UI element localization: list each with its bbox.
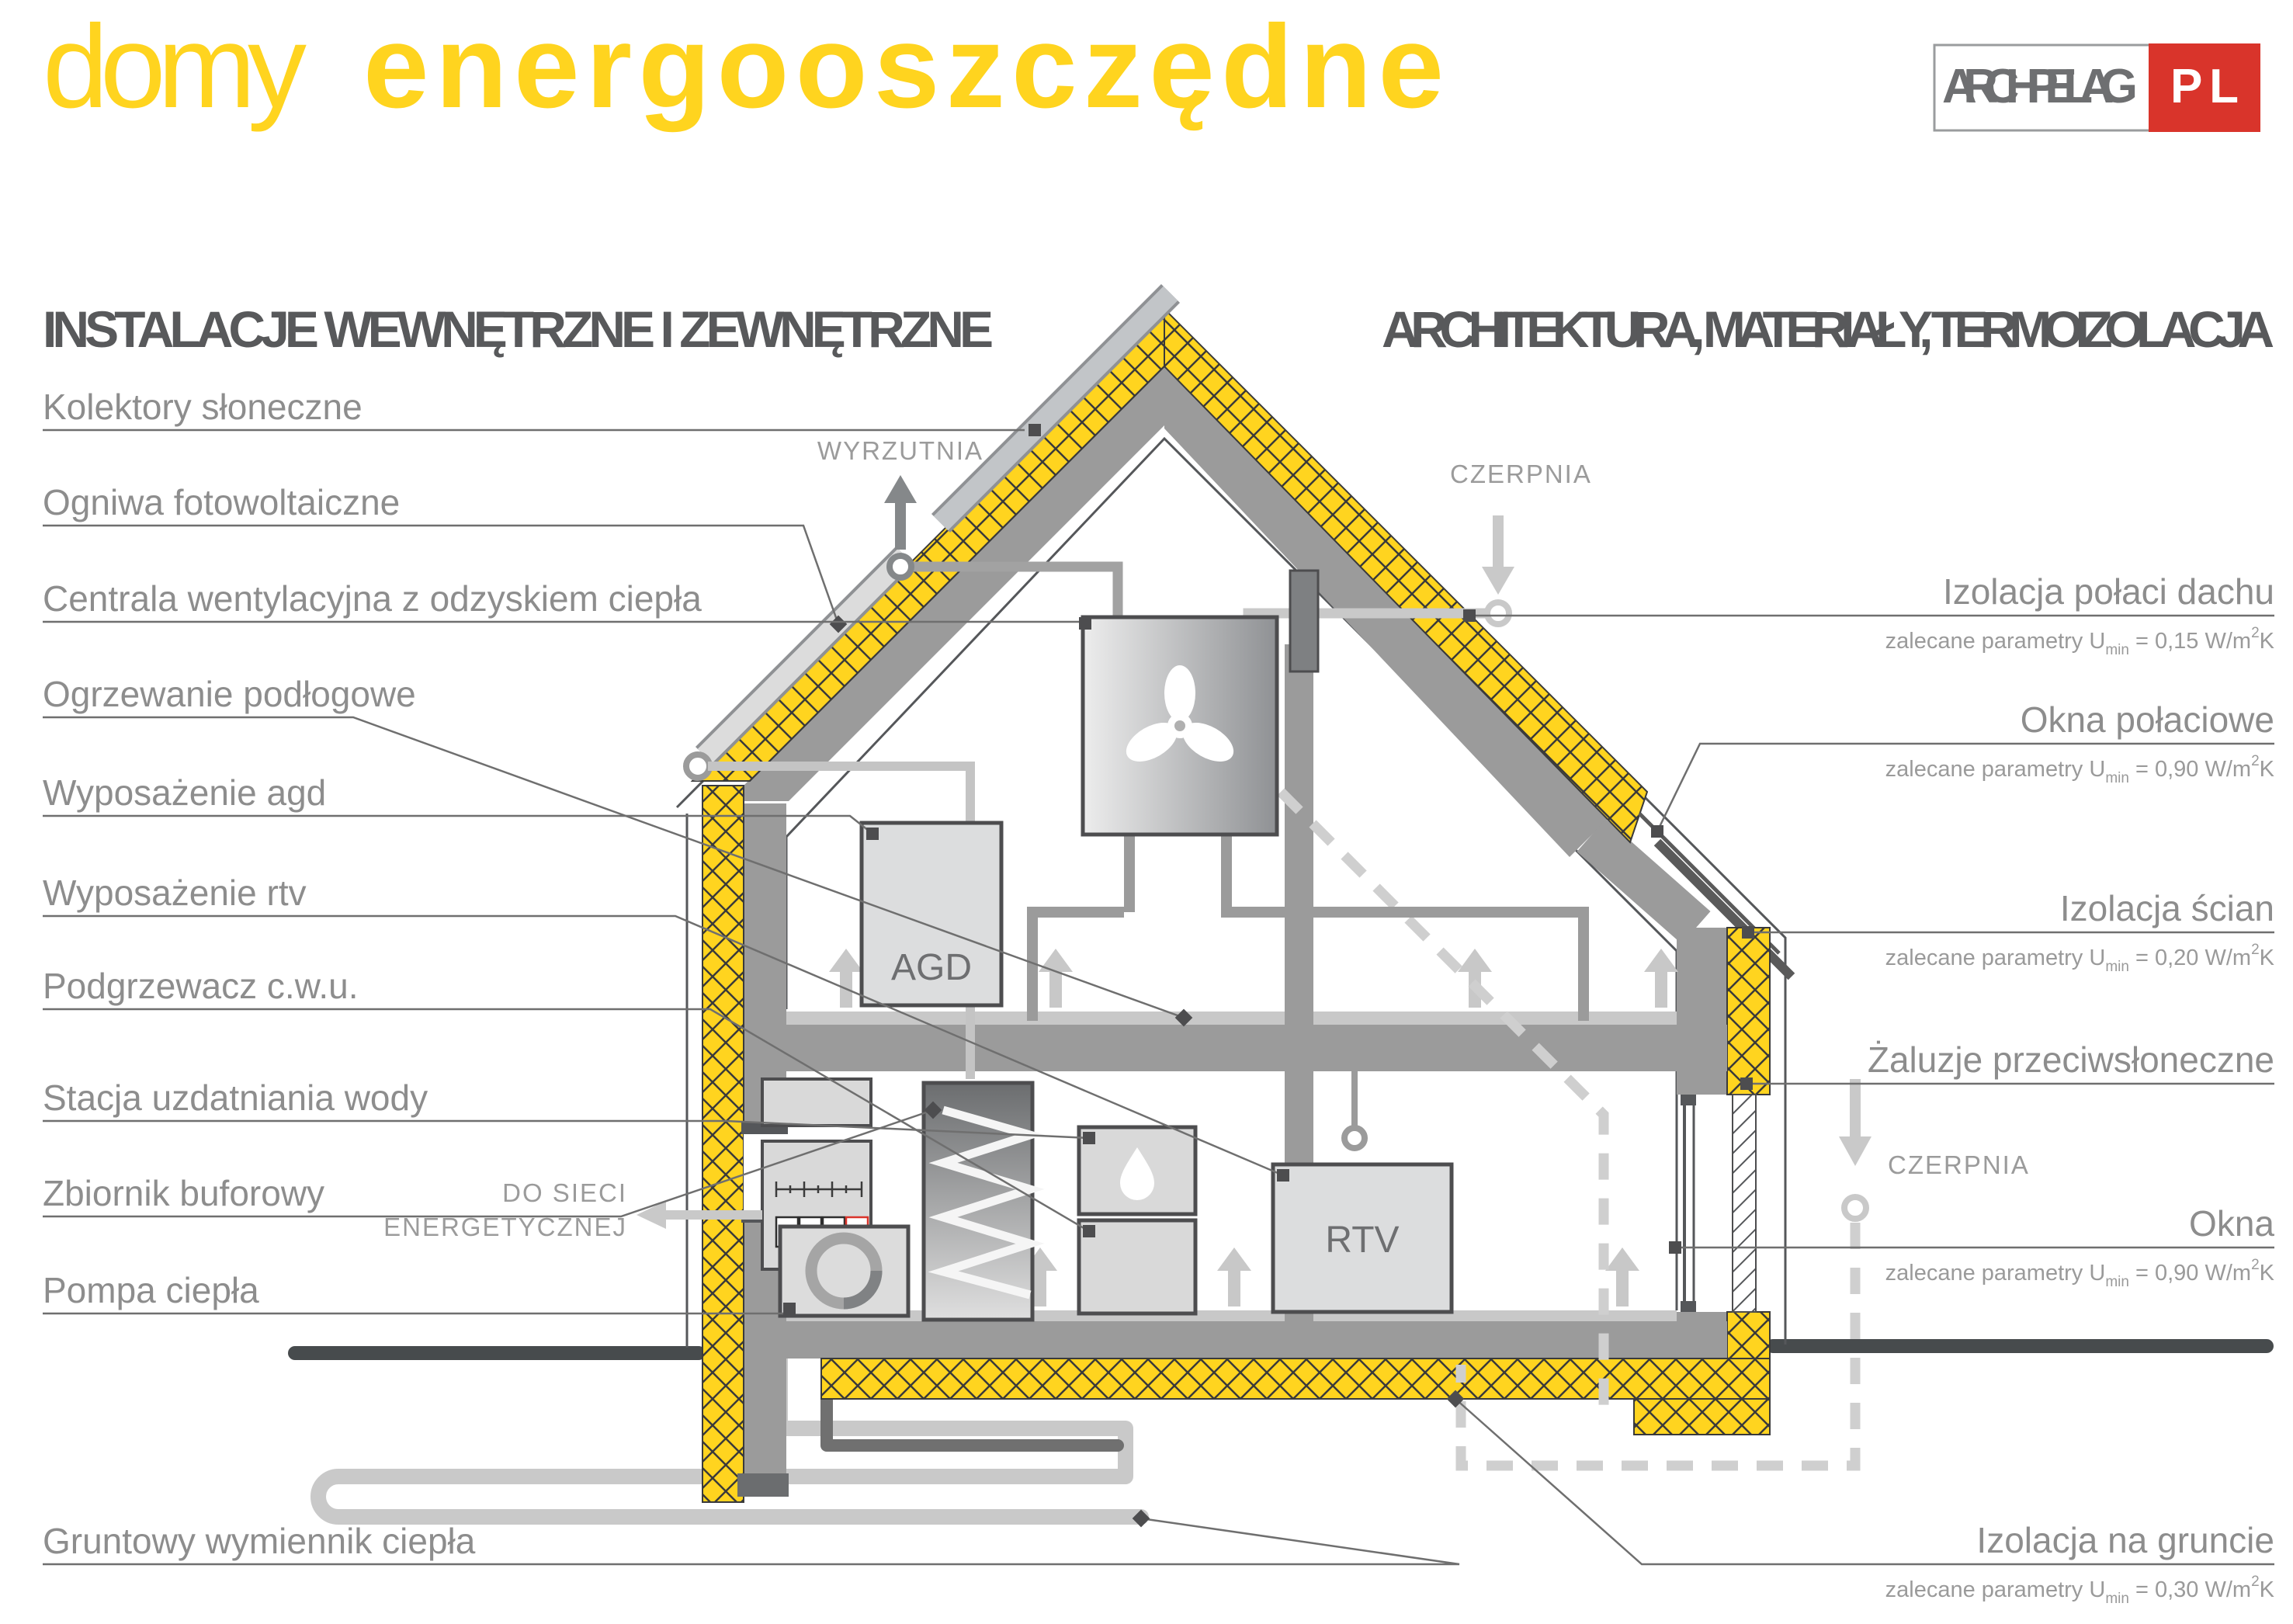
ventilation-unit xyxy=(1083,617,1277,835)
window-with-blind xyxy=(1681,1095,1756,1312)
label-ogrzewanie: Ogrzewanie podłogowe xyxy=(43,674,416,714)
label-izolacja-dachu: Izolacja połaci dachu xyxy=(1942,571,2274,612)
left-label-list xyxy=(43,387,702,1561)
rtv-label: RTV xyxy=(1325,1220,1400,1261)
agd-label: AGD xyxy=(890,947,973,988)
label-zbiornik: Zbiornik buforowy xyxy=(43,1173,325,1213)
buffer-tank xyxy=(924,1083,1032,1320)
label-ogniwa: Ogniwa fotowoltaiczne xyxy=(43,482,401,522)
label-gruntowy: Gruntowy wymiennik ciepła xyxy=(43,1521,476,1561)
czerpnia-top-group xyxy=(1450,460,1592,624)
label-izolacja-gruncie: Izolacja na gruncie xyxy=(1976,1520,2274,1560)
up-arrow-icon xyxy=(884,475,917,550)
czerpnia-right-group xyxy=(1839,1079,2030,1219)
title-word-bold: energooszczędne xyxy=(363,1,1444,133)
page-title xyxy=(43,1,1444,133)
right-label-list xyxy=(1868,571,2275,1607)
label-kolektory: Kolektory słoneczne xyxy=(43,387,363,427)
agd-box xyxy=(862,823,1001,1005)
logo-suffix: PL xyxy=(2170,60,2239,113)
label-okna-polaciowe: Okna połaciowe xyxy=(2020,699,2274,740)
czerpnia-top-label: CZERPNIA xyxy=(1450,460,1592,488)
label-stacja: Stacja uzdatniania wody xyxy=(43,1077,428,1118)
section-heading-right: ARCHITEKTURA, MATERIAŁY, TERMOIZOLACJA xyxy=(1382,300,2274,358)
logo-name: ARCHIPELAG xyxy=(1942,60,2138,113)
label-pompa: Pompa ciepła xyxy=(43,1270,259,1310)
dhw-heater-box xyxy=(1079,1220,1195,1313)
label-rtv: Wyposażenie rtv xyxy=(43,873,307,913)
label-okna: Okna xyxy=(2189,1203,2274,1244)
down-arrow-icon xyxy=(1482,515,1514,595)
czerpnia-right-label: CZERPNIA xyxy=(1888,1150,2030,1179)
param-okna-polaciowe: zalecane parametry $U_{min} = 0,90$ $W/m^2K$ xyxy=(1885,753,2274,786)
wyrzutnia-label: WYRZUTNIA xyxy=(817,436,984,465)
param-okna: zalecane parametry $U_{min} = 0,90$ $W/m^2K$ xyxy=(1885,1257,2274,1290)
label-centrala: Centrala wentylacyjna z odzyskiem ciepła xyxy=(43,578,702,619)
label-agd: Wyposażenie agd xyxy=(43,772,327,813)
archipelag-logo xyxy=(1934,43,2260,132)
label-zaluzje: Żaluzje przeciwsłoneczne xyxy=(1867,1039,2274,1080)
label-izolacja-scian: Izolacja ścian xyxy=(2059,888,2274,928)
to-grid-line1: DO SIECI xyxy=(502,1178,627,1207)
ground-floor-slab xyxy=(786,1310,1770,1435)
title-word-light: domy xyxy=(43,1,307,133)
param-izolacja-scian: zalecane parametry $U_{min} = 0,20$ $W/m^2K$ xyxy=(1885,942,2274,975)
intake-filter xyxy=(1290,571,1318,671)
rtv-box xyxy=(1273,1164,1452,1312)
section-heading-left: INSTALACJE WEWNĘTRZNE I ZEWNĘTRZNE xyxy=(43,300,994,358)
heat-pump xyxy=(780,1227,908,1316)
to-grid-line2: ENERGETYCZNEJ xyxy=(383,1213,627,1241)
water-treatment-box xyxy=(1079,1127,1195,1214)
down-arrow-icon xyxy=(1839,1079,1872,1166)
label-podgrzewacz: Podgrzewacz c.w.u. xyxy=(43,966,359,1006)
param-izolacja-gruncie: zalecane parametry $U_{min} = 0,30$ $W/m^2K$ xyxy=(1885,1574,2274,1607)
param-izolacja-dachu: zalecane parametry $U_{min} = 0,15$ $W/m^2K$ xyxy=(1885,625,2274,658)
